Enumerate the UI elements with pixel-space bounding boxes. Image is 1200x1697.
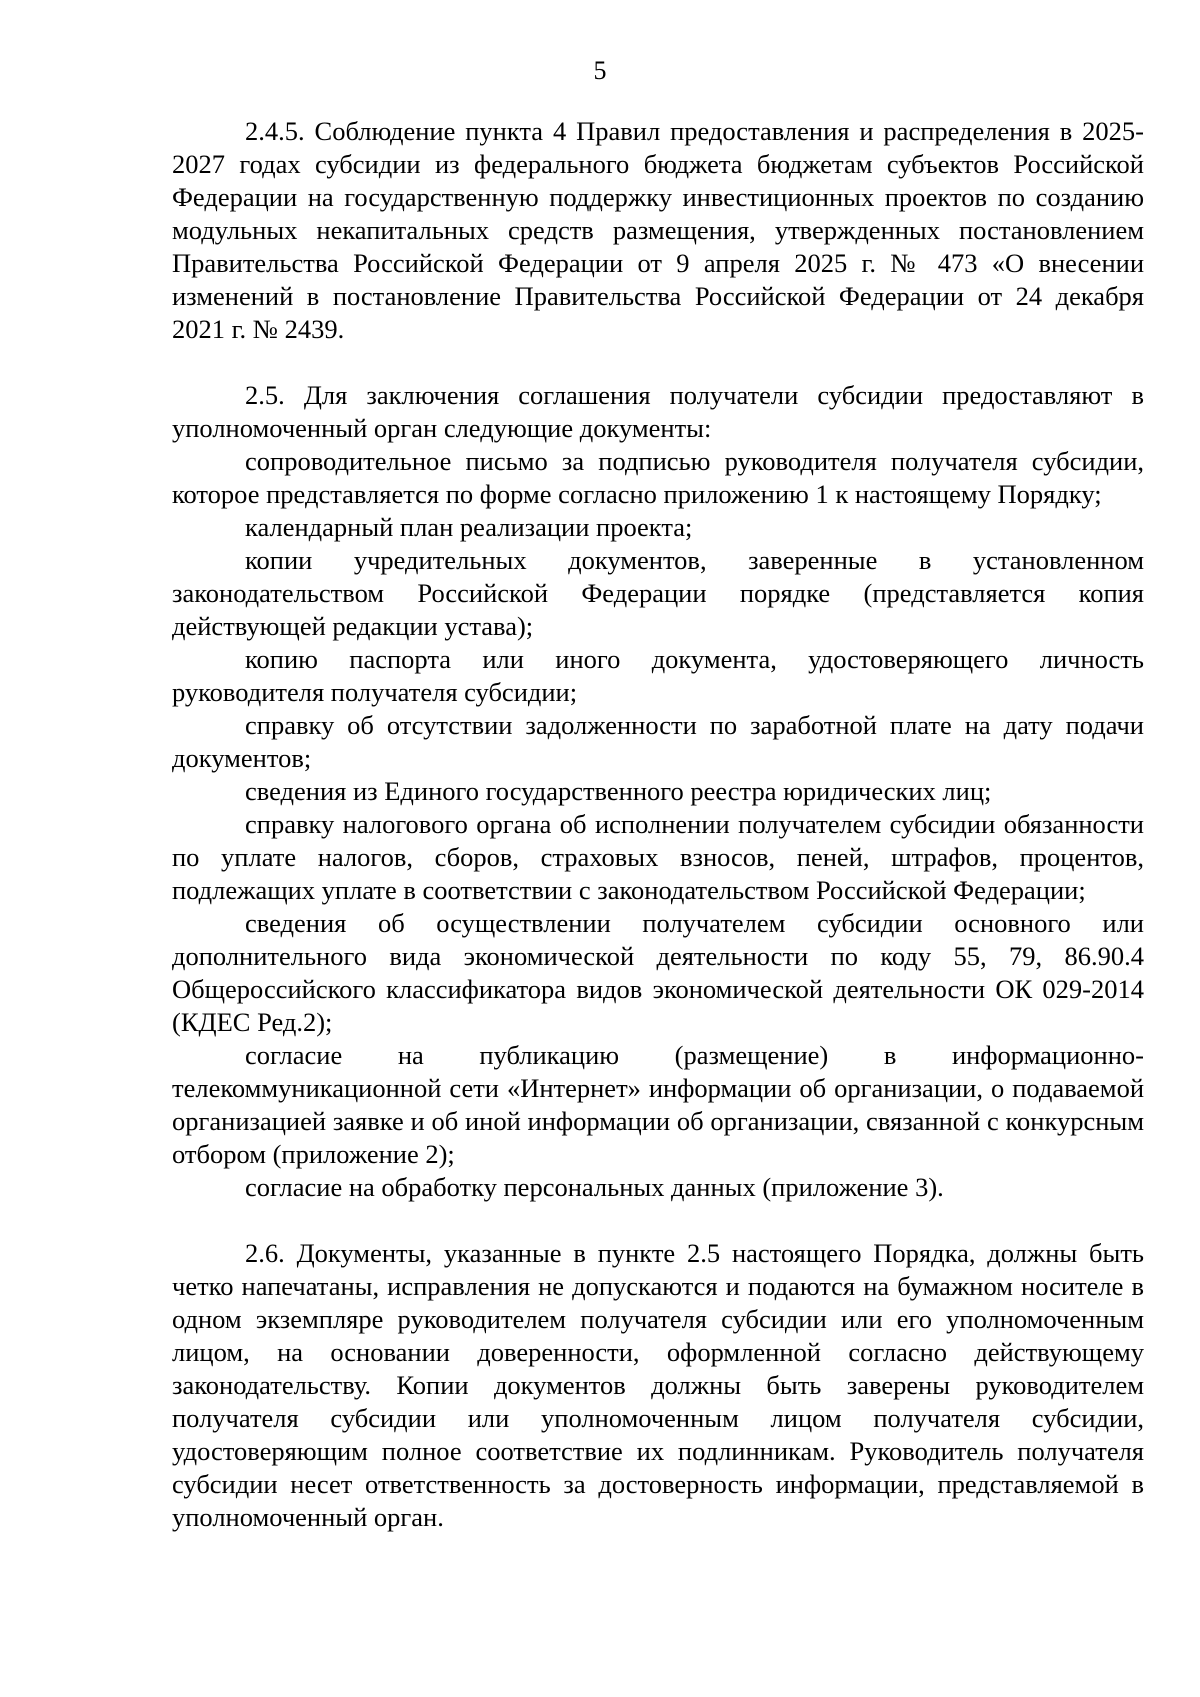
page-number: 5 — [593, 56, 607, 85]
list-item-egrul-extract: сведения из Единого государственного реестра юридических лиц; — [245, 776, 992, 806]
list-item-salary-debt-certificate: справку об отсутствии задолженности по заработной плате на дату подачи документов; — [172, 710, 1144, 773]
list-item-publication-consent: согласие на публикацию (размещение) в информационно-телекоммуникационной сети «Интернет» информации об организации, о подаваемой организацией заявке и об иной информации об организации, связанной с конкурсным отбором (приложение 2); — [172, 1040, 1144, 1169]
paragraph-2-5: 2.5. Для заключения соглашения получатели субсидии предоставляют в уполномоченный орган следующие документы: — [172, 380, 1144, 443]
list-item-passport-copy: копию паспорта или иного документа, удостоверяющего личность руководителя получателя субсидии; — [172, 644, 1144, 707]
list-item-tax-certificate: справку налогового органа об исполнении получателем субсидии обязанности по уплате налогов, сборов, страховых взносов, пеней, штрафов, процентов, подлежащих уплате в соответствии с законодательством Российской Федерации; — [172, 809, 1144, 905]
list-item-founding-documents: копии учредительных документов, заверенные в установленном законодательством Российской Федерации порядке (представляется копия действующей редакции устава); — [172, 545, 1144, 641]
list-item-cover-letter: сопроводительное письмо за подписью руководителя получателя субсидии, которое представляется по форме согласно приложению 1 к настоящему Порядку; — [172, 446, 1144, 509]
paragraph-2-4-5: 2.4.5. Соблюдение пункта 4 Правил предоставления и распределения в 2025-2027 годах субсидии из федерального бюджета бюджетам субъектов Российской Федерации на государственную поддержку инвестиционных проектов по созданию модульных некапитальных средств размещения, утвержденных постановлением Правительства Российской Федерации от 9 апреля 2025 г. № 473 «О внесении изменений в постановление Правительства Российской Федерации от 24 декабря 2021 г. № 2439. — [172, 116, 1144, 344]
paragraph-2-6: 2.6. Документы, указанные в пункте 2.5 настоящего Порядка, должны быть четко напечатаны, исправления не допускаются и подаются на бумажном носителе в одном экземпляре руководителем получателя субсидии или его уполномоченным лицом, на основании доверенности, оформленной согласно действующему законодательству. Копии документов должны быть заверены руководителем получателя субсидии или уполномоченным лицом получателя субсидии, удостоверяющим полное соответствие их подлинникам. Руководитель получателя субсидии несет ответственность за достоверность информации, представляемой в уполномоченный орган. — [172, 1238, 1144, 1532]
list-item-personal-data-consent: согласие на обработку персональных данных (приложение 3). — [245, 1172, 944, 1202]
list-item-activity-codes: сведения об осуществлении получателем субсидии основного или дополнительного вида экономической деятельности по коду 55, 79, 86.90.4 Общероссийского классификатора видов экономической деятельности ОК 029-2014 (КДЕС Ред.2); — [172, 908, 1144, 1037]
list-item-calendar-plan: календарный план реализации проекта; — [245, 512, 693, 542]
document-body — [172, 115, 1144, 1534]
